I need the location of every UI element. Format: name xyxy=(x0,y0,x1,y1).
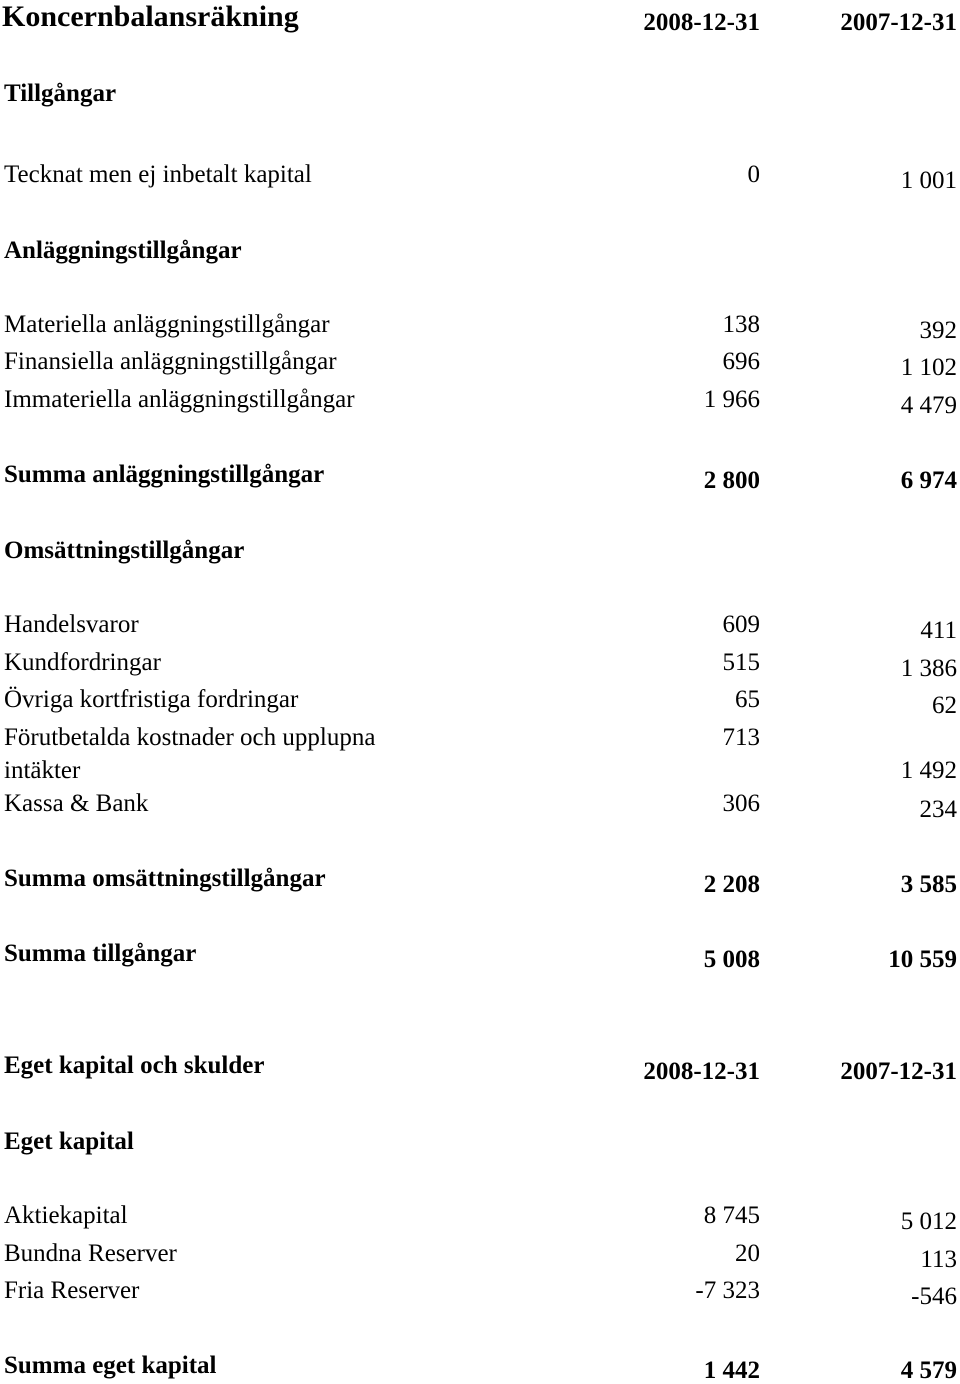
row-label: Materiella anläggningstillgångar xyxy=(4,311,330,338)
row-label: Kassa & Bank xyxy=(4,790,149,817)
row-label: Bundna Reserver xyxy=(4,1240,177,1267)
value-2008: 1 442 xyxy=(703,1357,760,1384)
row-label: Aktiekapital xyxy=(4,1202,128,1229)
value-2008: 138 xyxy=(722,311,760,338)
value-2008: -7 323 xyxy=(695,1277,760,1304)
value-2007: -546 xyxy=(911,1283,957,1310)
value-2008: 2 800 xyxy=(703,467,760,494)
row-label: Summa omsättningstillgångar xyxy=(4,865,326,892)
equity-liabilities-heading: Eget kapital och skulder xyxy=(4,1052,265,1079)
value-2007: 10 559 xyxy=(888,946,957,973)
value-2007: 113 xyxy=(920,1246,957,1273)
current-assets-heading: Omsättningstillgångar xyxy=(4,537,245,564)
row-label: Finansiella anläggningstillgångar xyxy=(4,348,337,375)
value-2007: 411 xyxy=(920,617,957,644)
value-2008: 515 xyxy=(722,649,760,676)
equity-heading: Eget kapital xyxy=(4,1128,134,1155)
value-2007: 234 xyxy=(919,796,957,823)
value-2007: 6 974 xyxy=(900,467,957,494)
row-label: Fria Reserver xyxy=(4,1277,140,1304)
row-label: Summa eget kapital xyxy=(4,1352,217,1379)
row-label: Tecknat men ej inbetalt kapital xyxy=(4,161,312,188)
value-2008: 65 xyxy=(735,686,760,713)
row-label-line-2: intäkter xyxy=(4,757,81,784)
row-label: Handelsvaror xyxy=(4,611,139,638)
column-header-2007: 2007-12-31 xyxy=(840,9,957,36)
column-header-2007: 2007-12-31 xyxy=(840,1058,957,1085)
row-label: Kundfordringar xyxy=(4,649,161,676)
value-2008: 5 008 xyxy=(703,946,760,973)
value-2007: 1 001 xyxy=(900,167,957,194)
value-2007: 62 xyxy=(932,692,957,719)
row-label: Immateriella anläggningstillgångar xyxy=(4,386,355,413)
row-label: Summa tillgångar xyxy=(4,940,197,967)
value-2007: 392 xyxy=(919,317,957,344)
value-2007: 4 479 xyxy=(900,392,957,419)
value-2008: 8 745 xyxy=(703,1202,760,1229)
page-title: Koncernbalansräkning xyxy=(2,0,299,33)
value-2008: 2 208 xyxy=(703,871,760,898)
row-label-line-1: Förutbetalda kostnader och upplupna xyxy=(4,724,376,751)
value-2008: 713 xyxy=(722,724,760,751)
value-2007: 4 579 xyxy=(900,1357,957,1384)
value-2007: 1 386 xyxy=(900,655,957,682)
value-2008: 20 xyxy=(735,1240,760,1267)
value-2008: 1 966 xyxy=(703,386,760,413)
value-2007: 3 585 xyxy=(900,871,957,898)
assets-heading: Tillgångar xyxy=(4,80,117,107)
column-header-2008: 2008-12-31 xyxy=(643,9,760,36)
column-header-2008: 2008-12-31 xyxy=(643,1058,760,1085)
row-label: Summa anläggningstillgångar xyxy=(4,461,325,488)
value-2007: 1 492 xyxy=(900,757,957,784)
value-2007: 1 102 xyxy=(900,354,957,381)
value-2007: 5 012 xyxy=(900,1208,957,1235)
value-2008: 0 xyxy=(747,161,760,188)
value-2008: 609 xyxy=(722,611,760,638)
value-2008: 696 xyxy=(722,348,760,375)
value-2008: 306 xyxy=(722,790,760,817)
fixed-assets-heading: Anläggningstillgångar xyxy=(4,237,242,264)
row-label: Övriga kortfristiga fordringar xyxy=(4,686,299,713)
